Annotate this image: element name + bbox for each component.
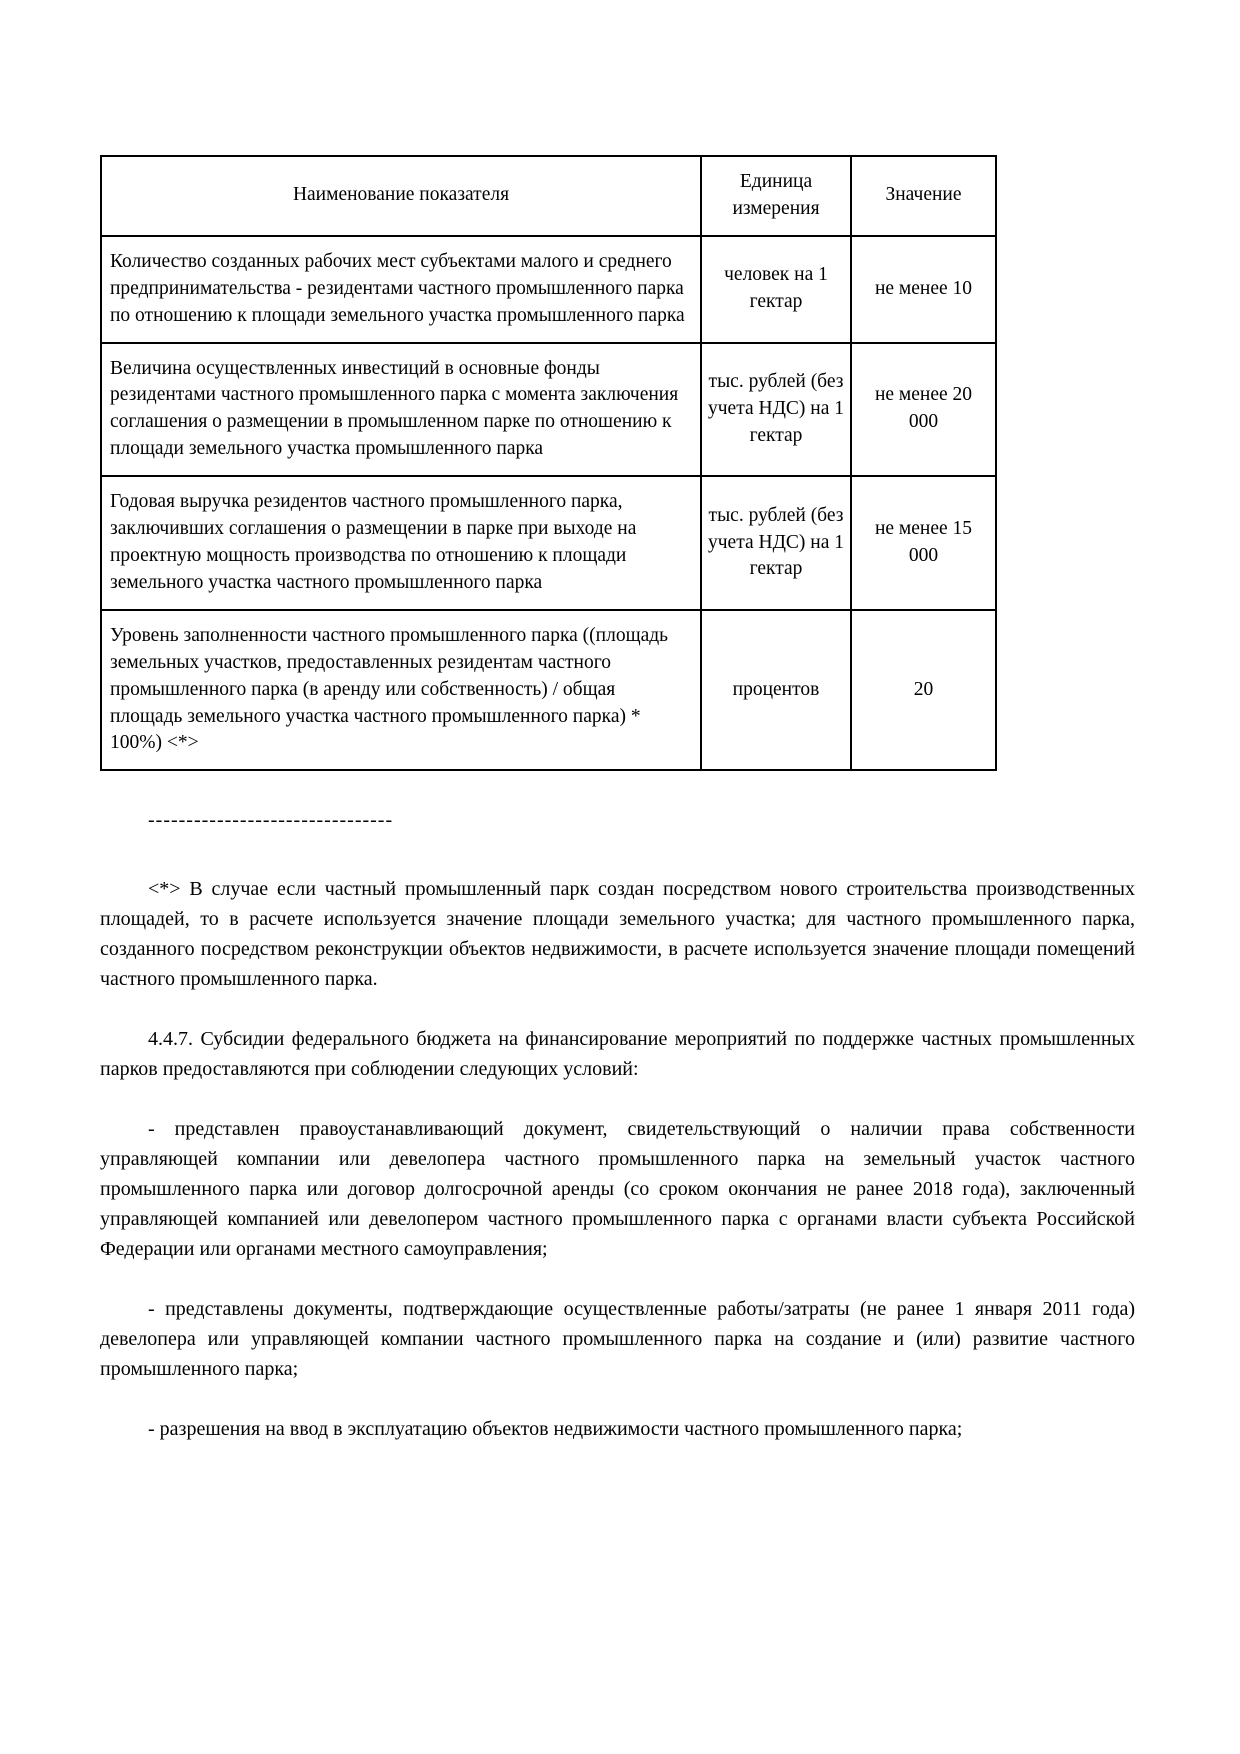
header-value: Значение xyxy=(851,156,996,236)
indicator-unit: тыс. рублей (без учета НДС) на 1 гектар xyxy=(701,476,851,610)
table-header-row xyxy=(101,156,996,236)
footnote-separator: -------------------------------- xyxy=(148,809,394,832)
indicator-name: Годовая выручка резидентов частного промышленного парка, заключивших соглашения о размещении в парке при выходе на проектную мощность производства по отношению к площади земельного участка частного промышленного парка xyxy=(101,476,701,610)
indicator-name: Количество созданных рабочих мест субъектами малого и среднего предпринимательства - резидентами частного промышленного парка по отношению к площади земельного участка промышленного парка xyxy=(101,236,701,343)
paragraph-4-4-7: 4.4.7. Субсидии федерального бюджета на финансирование мероприятий по поддержке частных промышленных парков предоставляются при соблюдении следующих условий: xyxy=(100,1028,1135,1081)
table-row xyxy=(101,610,996,771)
indicator-value: 20 xyxy=(851,610,996,771)
indicator-unit: человек на 1 гектар xyxy=(701,236,851,343)
condition-paragraph-1: - представлен правоустанавливающий документ, свидетельствующий о наличии права собственности управляющей компании или девелопера частного промышленного парка на земельный участок частного промышленного парка или договор долгосрочной аренды (со сроком окончания не ранее 2018 года), заключенный управляющей компанией или девелопером частного промышленного парка с органами власти субъекта Российской Федерации или органами местного самоуправления; xyxy=(100,1118,1135,1261)
table-row xyxy=(101,476,996,610)
table-row xyxy=(101,343,996,477)
indicator-name: Величина осуществленных инвестиций в основные фонды резидентами частного промышленного парка с момента заключения соглашения о размещении в промышленном парке по отношению к площади земельного участка промышленного парка xyxy=(101,343,701,477)
table-row xyxy=(101,236,996,343)
indicator-value: не менее 10 xyxy=(851,236,996,343)
header-indicator-name: Наименование показателя xyxy=(101,156,701,236)
indicator-table xyxy=(100,155,997,771)
indicator-value: не менее 20 000 xyxy=(851,343,996,477)
indicator-unit: тыс. рублей (без учета НДС) на 1 гектар xyxy=(701,343,851,477)
condition-paragraph-3: - разрешения на ввод в эксплуатацию объектов недвижимости частного промышленного парка; xyxy=(148,1418,963,1441)
indicator-value: не менее 15 000 xyxy=(851,476,996,610)
header-unit: Единица измерения xyxy=(701,156,851,236)
footnote-paragraph: <*> В случае если частный промышленный парк создан посредством нового строительства производственных площадей, то в расчете используется значение площади земельного участка; для частного промышленного парка, созданного посредством реконструкции объектов недвижимости, в расчете используется значение площади помещений частного промышленного парка. xyxy=(100,878,1135,991)
indicator-unit: процентов xyxy=(701,610,851,771)
body-text xyxy=(100,874,1135,1444)
condition-paragraph-2: - представлены документы, подтверждающие осуществленные работы/затраты (не ранее 1 января 2011 года) девелопера или управляющей компании частного промышленного парка на создание и (или) развитие частного промышленного парка; xyxy=(100,1298,1135,1381)
indicator-name: Уровень заполненности частного промышленного парка ((площадь земельных участков, предоставленных резидентам частного промышленного парка (в аренду или собственность) / общая площадь земельного участка частного промышленного парка) * 100%) <*> xyxy=(101,610,701,771)
